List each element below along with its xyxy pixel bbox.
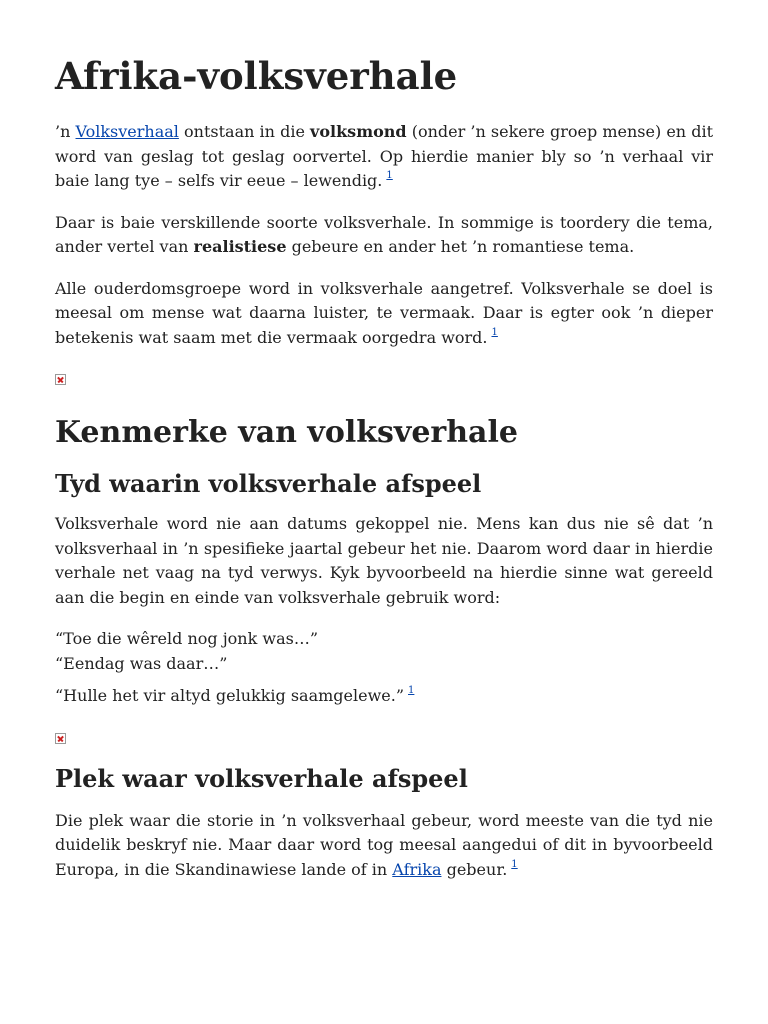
intro-p3-text: Alle ouderdomsgroepe word in volksverhale aangetref. Volksverhale se doel is meesal om mense wat daarna luister, te vermaak. Daar is egter ook ’n dieper betekenis wat saam met die vermaak oorgedra word. (55, 278, 713, 347)
section-heading-kenmerke: Kenmerke van volksverhale (55, 415, 518, 450)
quote-2: “Eendag was daar…” (55, 653, 228, 673)
footnote-ref-4 (511, 859, 517, 870)
figure-2 (55, 729, 713, 745)
volksverhaal-link[interactable]: Volksverhaal (75, 122, 179, 141)
figure-1 (55, 370, 713, 386)
place-p1-text-b: gebeur. (441, 859, 508, 879)
broken-image-icon (55, 374, 66, 385)
time-paragraph (55, 512, 713, 610)
place-paragraph (55, 809, 713, 883)
quote-1: “Toe die wêreld nog jonk was…” (55, 629, 319, 648)
intro-paragraph-3 (55, 277, 713, 351)
intro-paragraph-1 (55, 120, 713, 194)
quote-3: “Hulle het vir altyd gelukkig saamgelewe.” (55, 686, 405, 705)
footnote-link-4[interactable]: 1 (511, 858, 518, 870)
quote-paragraph-3 (55, 684, 713, 709)
place-p1-text-a: Die plek waar die storie in ’n volksverhaal gebeur, word meeste van die tyd nie duidelik beskryf nie. Maar daar word tog meesal aangedui of dit in byvoorbeeld Europa, in die Skandinawiese lande of in (55, 810, 713, 879)
footnote-ref-2 (492, 327, 498, 338)
intro-paragraph-2 (55, 211, 713, 260)
intro-p1-text-c: (onder ’n sekere groep mense) en dit word van geslag tot geslag oorvertel. Op hierdie manier bly so ’n verhaal vir baie lang tye – selfs vir eeue – lewendig. (55, 122, 714, 190)
subsection-heading-plek: Plek waar volksverhale afspeel (55, 763, 468, 793)
volksmond-term: volksmond (310, 122, 407, 141)
subsection-heading-tyd: Tyd waarin volksverhale afspeel (55, 469, 482, 498)
quote-block (55, 627, 713, 676)
intro-p1-text-b: ontstaan in die (178, 122, 311, 141)
time-p1-text: Volksverhale word nie aan datums gekoppel nie. Mens kan dus nie sê dat ’n volksverhaal in ’n spesifieke jaartal gebeur het nie. Daarom word daar in hierdie verhale net vaag na tyd verwys. Kyk byvoorbeeld na hierdie sinne wat gereeld aan die begin en einde van volksverhale gebruik word: (55, 514, 713, 607)
broken-image-icon (55, 733, 66, 744)
intro-p1-text-a: ’n (55, 122, 76, 141)
realistiese-term: realistiese (193, 237, 287, 256)
footnote-ref-3 (408, 685, 414, 696)
footnote-link-1[interactable]: 1 (386, 170, 393, 181)
footnote-link-2[interactable]: 1 (491, 326, 498, 338)
footnote-link-3[interactable]: 1 (408, 685, 415, 696)
intro-p2-text-b: gebeure en ander het ’n romantiese tema. (286, 237, 635, 256)
footnote-ref-1 (386, 170, 392, 181)
article-title: Afrika-volksverhale (55, 54, 458, 98)
afrika-link[interactable]: Afrika (392, 859, 442, 879)
intro-p2-text-a: Daar is baie verskillende soorte volksverhale. In sommige is toordery die tema, ander vertel van (55, 212, 713, 256)
